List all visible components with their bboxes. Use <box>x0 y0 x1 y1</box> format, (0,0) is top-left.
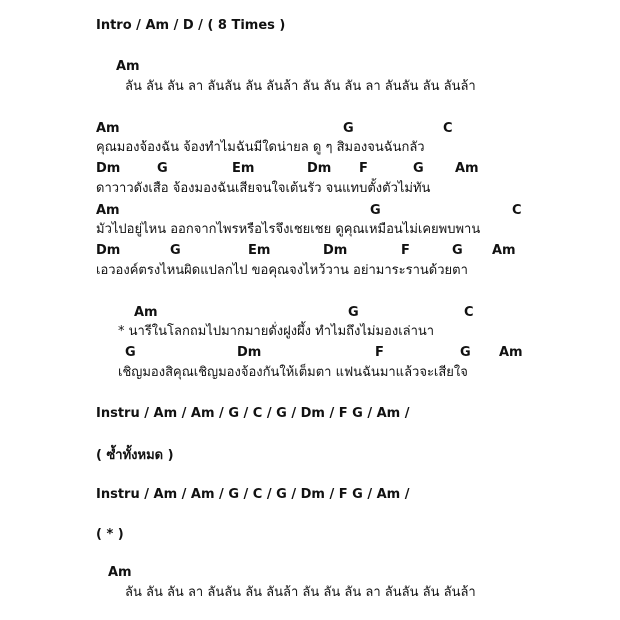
instrumental-line: Instru / Am / Am / G / C / G / Dm / F G / Am / <box>96 487 410 502</box>
chord: F <box>375 345 384 360</box>
chord: Em <box>232 161 255 176</box>
chord: C <box>512 203 522 218</box>
chord: G <box>460 345 471 360</box>
chord: Em <box>248 243 271 258</box>
lyric-line: มัวไปอยู่ไหน ออกจากไพรหรือไรจึงเชยเชย ดูคุณเหมือนไม่เคยพบพาน <box>96 222 481 237</box>
chord: G <box>343 121 354 136</box>
chord: Am <box>455 161 479 176</box>
lyric-line: ลัน ลัน ลัน ลา ลันลัน ลัน ลันล้า ลัน ลัน ลัน ลา ลันลัน ลัน ลันล้า <box>125 79 476 94</box>
chord: G <box>452 243 463 258</box>
chord: C <box>464 305 474 320</box>
chord: Am <box>499 345 523 360</box>
chord: Am <box>96 203 120 218</box>
chord: Am <box>96 121 120 136</box>
chord: G <box>125 345 136 360</box>
chord: G <box>170 243 181 258</box>
chord: Am <box>492 243 516 258</box>
lyric-line: * นารีในโลกถมไปมากมายดั่งฝูงผึ้ง ทำไมถึงไม่มองเล่านา <box>118 324 435 339</box>
chord: F <box>401 243 410 258</box>
lyric-line: เชิญมองสิคุณเชิญมองจ้องกันให้เต็มตา แฟนฉันมาแล้วจะเสียใจ <box>118 365 468 380</box>
chord: Am <box>134 305 158 320</box>
chord: F <box>359 161 368 176</box>
chord: G <box>370 203 381 218</box>
chord: Dm <box>96 243 121 258</box>
intro-line: Intro / Am / D / ( 8 Times ) <box>96 18 286 33</box>
chord: G <box>157 161 168 176</box>
chord: Am <box>108 565 132 580</box>
chord: G <box>413 161 424 176</box>
instrumental-line: Instru / Am / Am / G / C / G / Dm / F G / Am / <box>96 406 410 421</box>
chord: G <box>348 305 359 320</box>
lyric-line: คุณมองจ้องฉัน จ้องทำไมฉันมีใดน่ายล ดู ๆ สิมองจนฉันกลัว <box>96 140 425 155</box>
chord: Dm <box>237 345 262 360</box>
lyric-line: ลัน ลัน ลัน ลา ลันลัน ลัน ลันล้า ลัน ลัน ลัน ลา ลันลัน ลัน ลันล้า <box>125 585 476 600</box>
lyric-line: ดาวาวดังเสือ จ้องมองฉันเสียจนใจเต้นรัว จนแทบตั้งตัวไม่ทัน <box>96 181 431 196</box>
repeat-all-note: ( ซ้ำทั้งหมด ) <box>96 448 174 463</box>
repeat-chorus-note: ( * ) <box>96 527 124 542</box>
chord: Dm <box>323 243 348 258</box>
chord: C <box>443 121 453 136</box>
lyric-line: เอวองค์ตรงไหนผิดแปลกไป ขอคุณจงไหว้วาน อย่ามาระรานด้วยตา <box>96 263 468 278</box>
chord: Dm <box>307 161 332 176</box>
chord: Am <box>116 59 140 74</box>
chord: Dm <box>96 161 121 176</box>
